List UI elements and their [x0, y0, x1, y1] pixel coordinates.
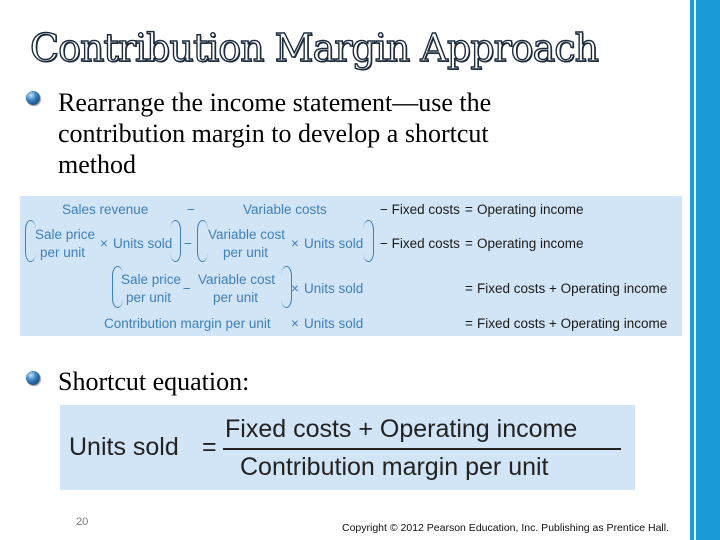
copyright-notice: Copyright © 2012 Pearson Education, Inc. Publishing as Prentice Hall. — [342, 522, 670, 534]
per-unit-label: per unit — [213, 290, 259, 305]
slide-title: Contribution Margin Approach — [30, 26, 598, 70]
shortcut-equals: = — [202, 433, 217, 461]
operating-income-label: Operating income — [477, 236, 584, 251]
bullet-text-1 — [58, 87, 491, 180]
sales-revenue-label: Sales revenue — [62, 202, 149, 217]
bullet-icon — [26, 371, 40, 385]
per-unit-label: per unit — [223, 245, 269, 260]
shortcut-denominator: Contribution margin per unit — [240, 453, 549, 481]
minus-sign: − — [187, 202, 195, 217]
variable-cost-label: Variable cost — [208, 227, 286, 242]
bullet-1-line-3: method — [58, 150, 136, 179]
shortcut-equation-box — [60, 405, 635, 490]
contribution-margin-per-unit-label: Contribution margin per unit — [104, 316, 271, 331]
per-unit-label: per unit — [126, 290, 172, 305]
units-sold-label: Units sold — [113, 236, 173, 251]
units-sold-label: Units sold — [304, 236, 364, 251]
accent-stripe — [694, 0, 696, 540]
equals-sign: = — [465, 316, 473, 331]
times-sign: × — [291, 316, 299, 331]
equals-sign: = — [465, 236, 473, 251]
variable-costs-label: Variable costs — [243, 202, 327, 217]
page-number: 20 — [76, 516, 89, 528]
minus-fixed-costs: − Fixed costs — [380, 202, 460, 217]
shortcut-lhs: Units sold — [69, 433, 179, 461]
operating-income-label: Operating income — [477, 202, 584, 217]
minus-fixed-costs: − Fixed costs — [380, 236, 460, 251]
per-unit-label: per unit — [40, 245, 86, 260]
times-sign: × — [100, 236, 108, 251]
equation-derivation-box — [20, 196, 682, 336]
fixed-plus-operating-income: Fixed costs + Operating income — [477, 316, 668, 331]
shortcut-numerator: Fixed costs + Operating income — [225, 415, 578, 443]
bullet-icon — [26, 91, 40, 105]
times-sign: × — [291, 281, 299, 296]
bullet-text-2: Shortcut equation: — [58, 367, 250, 396]
fraction-bar — [223, 448, 621, 450]
sale-price-label: Sale price — [35, 227, 96, 242]
equals-sign: = — [465, 202, 473, 217]
close-paren — [170, 220, 181, 262]
units-sold-label: Units sold — [304, 281, 364, 296]
units-sold-label: Units sold — [304, 316, 364, 331]
sale-price-label: Sale price — [121, 272, 182, 287]
variable-cost-label: Variable cost — [198, 272, 276, 287]
fixed-plus-operating-income: Fixed costs + Operating income — [477, 281, 668, 296]
equals-sign: = — [465, 281, 473, 296]
times-sign: × — [291, 236, 299, 251]
bullet-1-line-2: contribution margin to develop a shortcut — [58, 119, 489, 148]
open-paren — [197, 220, 208, 262]
minus-sign: − — [183, 281, 191, 296]
bullet-1-line-1: Rearrange the income statement—use the — [58, 88, 492, 117]
right-accent-bar — [690, 0, 720, 540]
minus-sign: − — [184, 236, 192, 251]
close-paren — [363, 220, 374, 262]
